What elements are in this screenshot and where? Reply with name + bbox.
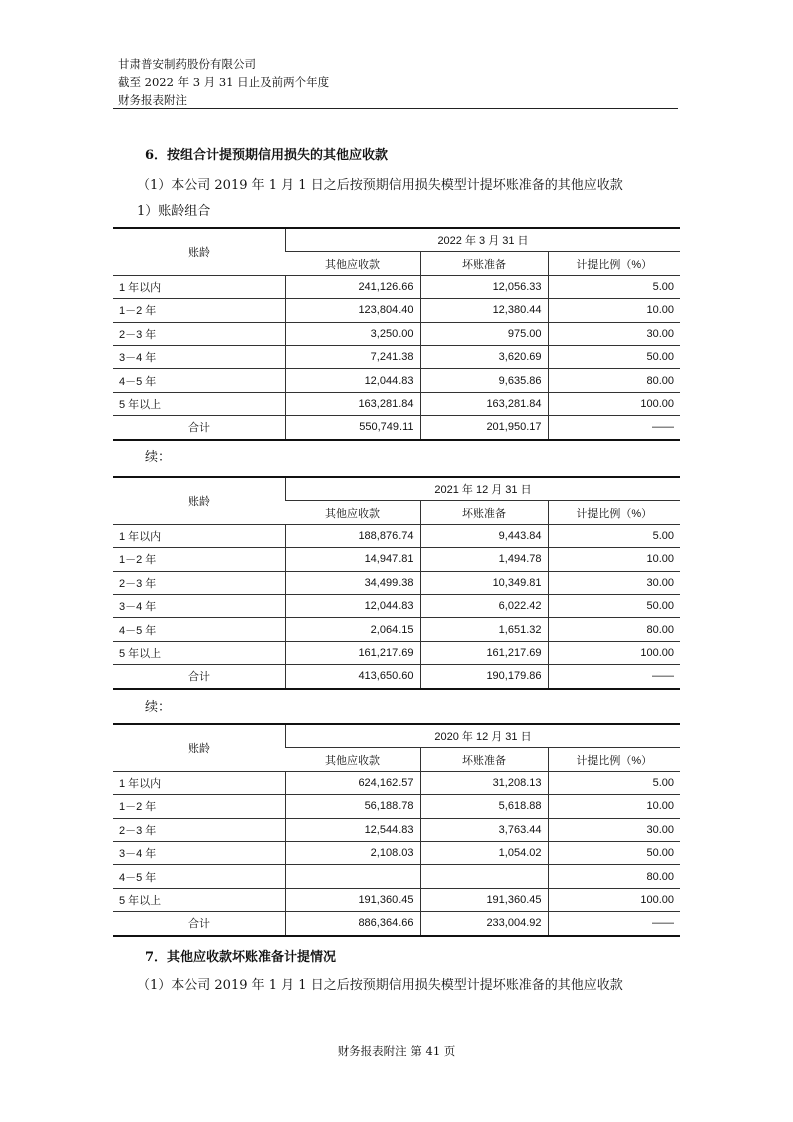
table-row xyxy=(113,345,680,368)
receivable-cell: 550,749.11 xyxy=(286,416,421,440)
receivable-cell: 2,064.15 xyxy=(286,618,421,641)
ratio-cell: 100.00 xyxy=(548,641,680,664)
receivable-cell: 12,544.83 xyxy=(286,818,421,841)
table-row xyxy=(113,594,680,617)
receivable-cell: 123,804.40 xyxy=(286,299,421,322)
table-header-row xyxy=(113,228,680,252)
header-divider xyxy=(113,108,678,109)
ratio-cell: —— xyxy=(548,665,680,689)
col-header-receivable: 其他应收款 xyxy=(286,501,421,524)
allowance-cell: 201,950.17 xyxy=(420,416,548,440)
section7-sub1: （1）本公司 2019 年 1 月 1 日之后按预期信用损失模型计提坏账准备的其他应收款 xyxy=(137,978,623,993)
doc-title: 财务报表附注 xyxy=(118,93,187,107)
page-header xyxy=(118,55,329,109)
receivable-cell: 624,162.57 xyxy=(286,771,421,794)
allowance-cell: 6,022.42 xyxy=(420,594,548,617)
col-header-allowance: 坏账准备 xyxy=(420,748,548,771)
ratio-cell: 5.00 xyxy=(548,524,680,547)
age-cell: 3－4 年 xyxy=(113,345,286,368)
col-header-ratio: 计提比例（%） xyxy=(548,252,680,275)
age-cell: 1－2 年 xyxy=(113,795,286,818)
age-cell: 1－2 年 xyxy=(113,548,286,571)
allowance-cell: 10,349.81 xyxy=(420,571,548,594)
section6-sub2: 1）账龄组合 xyxy=(137,204,211,219)
receivable-cell: 163,281.84 xyxy=(286,392,421,415)
age-cell: 4－5 年 xyxy=(113,369,286,392)
aging-table xyxy=(113,723,680,937)
table-row xyxy=(113,548,680,571)
table-date: 2020 年 12 月 31 日 xyxy=(286,724,681,748)
table-date: 2022 年 3 月 31 日 xyxy=(286,228,681,252)
ratio-cell: —— xyxy=(548,416,680,440)
allowance-cell: 12,380.44 xyxy=(420,299,548,322)
age-cell: 合计 xyxy=(113,416,286,440)
receivable-cell: 7,241.38 xyxy=(286,345,421,368)
ratio-cell: 5.00 xyxy=(548,771,680,794)
company-name: 甘肃普安制药股份有限公司 xyxy=(118,57,256,71)
table-row xyxy=(113,618,680,641)
col-header-allowance: 坏账准备 xyxy=(420,501,548,524)
age-cell: 5 年以上 xyxy=(113,641,286,664)
receivable-cell: 12,044.83 xyxy=(286,369,421,392)
section6-sub1: （1）本公司 2019 年 1 月 1 日之后按预期信用损失模型计提坏账准备的其他应收款 xyxy=(137,178,623,193)
total-row xyxy=(113,416,680,440)
allowance-cell: 1,054.02 xyxy=(420,841,548,864)
allowance-cell: 12,056.33 xyxy=(420,275,548,298)
col-header-age: 账龄 xyxy=(188,246,210,259)
allowance-cell: 163,281.84 xyxy=(420,392,548,415)
receivable-cell: 413,650.60 xyxy=(286,665,421,689)
allowance-cell: 9,443.84 xyxy=(420,524,548,547)
table-row xyxy=(113,888,680,911)
table-row xyxy=(113,818,680,841)
receivable-cell: 56,188.78 xyxy=(286,795,421,818)
allowance-cell: 5,618.88 xyxy=(420,795,548,818)
table-row xyxy=(113,841,680,864)
table-row xyxy=(113,524,680,547)
receivable-cell: 34,499.38 xyxy=(286,571,421,594)
age-cell: 4－5 年 xyxy=(113,865,286,888)
receivable-cell: 12,044.83 xyxy=(286,594,421,617)
receivable-cell: 241,126.66 xyxy=(286,275,421,298)
table-row xyxy=(113,322,680,345)
allowance-cell: 9,635.86 xyxy=(420,369,548,392)
ratio-cell: 80.00 xyxy=(548,369,680,392)
ratio-cell: —— xyxy=(548,912,680,936)
receivable-cell: 2,108.03 xyxy=(286,841,421,864)
table-row xyxy=(113,392,680,415)
col-header-receivable: 其他应收款 xyxy=(286,748,421,771)
age-cell: 1－2 年 xyxy=(113,299,286,322)
ratio-cell: 10.00 xyxy=(548,795,680,818)
receivable-cell: 161,217.69 xyxy=(286,641,421,664)
age-cell: 3－4 年 xyxy=(113,841,286,864)
table-header-row xyxy=(113,724,680,748)
age-cell: 2－3 年 xyxy=(113,322,286,345)
table-row xyxy=(113,795,680,818)
age-cell: 合计 xyxy=(113,665,286,689)
allowance-cell xyxy=(420,865,548,888)
table-header-row xyxy=(113,477,680,501)
receivable-cell: 14,947.81 xyxy=(286,548,421,571)
age-cell: 5 年以上 xyxy=(113,888,286,911)
age-cell: 3－4 年 xyxy=(113,594,286,617)
receivable-cell xyxy=(286,865,421,888)
allowance-cell: 1,651.32 xyxy=(420,618,548,641)
age-cell: 2－3 年 xyxy=(113,818,286,841)
receivable-cell: 191,360.45 xyxy=(286,888,421,911)
ratio-cell: 5.00 xyxy=(548,275,680,298)
col-header-ratio: 计提比例（%） xyxy=(548,501,680,524)
age-cell: 2－3 年 xyxy=(113,571,286,594)
ratio-cell: 100.00 xyxy=(548,888,680,911)
receivable-cell: 886,364.66 xyxy=(286,912,421,936)
ratio-cell: 80.00 xyxy=(548,618,680,641)
table-row xyxy=(113,571,680,594)
section6-title: 6．按组合计提预期信用损失的其他应收款 xyxy=(145,148,389,163)
ratio-cell: 10.00 xyxy=(548,299,680,322)
age-cell: 1 年以内 xyxy=(113,275,286,298)
allowance-cell: 190,179.86 xyxy=(420,665,548,689)
table-row xyxy=(113,771,680,794)
table-date: 2021 年 12 月 31 日 xyxy=(286,477,681,501)
ratio-cell: 50.00 xyxy=(548,594,680,617)
ratio-cell: 30.00 xyxy=(548,322,680,345)
allowance-cell: 3,763.44 xyxy=(420,818,548,841)
section7-title: 7．其他应收款坏账准备计提情况 xyxy=(145,950,337,965)
ratio-cell: 30.00 xyxy=(548,818,680,841)
receivable-cell: 3,250.00 xyxy=(286,322,421,345)
allowance-cell: 975.00 xyxy=(420,322,548,345)
allowance-cell: 1,494.78 xyxy=(420,548,548,571)
table-row xyxy=(113,865,680,888)
allowance-cell: 161,217.69 xyxy=(420,641,548,664)
ratio-cell: 50.00 xyxy=(548,345,680,368)
table-row xyxy=(113,299,680,322)
allowance-cell: 233,004.92 xyxy=(420,912,548,936)
ratio-cell: 50.00 xyxy=(548,841,680,864)
ratio-cell: 100.00 xyxy=(548,392,680,415)
ratio-cell: 30.00 xyxy=(548,571,680,594)
allowance-cell: 31,208.13 xyxy=(420,771,548,794)
age-cell: 1 年以内 xyxy=(113,771,286,794)
receivable-cell: 188,876.74 xyxy=(286,524,421,547)
col-header-allowance: 坏账准备 xyxy=(420,252,548,275)
report-period: 截至 2022 年 3 月 31 日止及前两个年度 xyxy=(118,75,330,89)
allowance-cell: 191,360.45 xyxy=(420,888,548,911)
col-header-ratio: 计提比例（%） xyxy=(548,748,680,771)
ratio-cell: 10.00 xyxy=(548,548,680,571)
total-row xyxy=(113,912,680,936)
table-row xyxy=(113,369,680,392)
table-row xyxy=(113,641,680,664)
age-cell: 4－5 年 xyxy=(113,618,286,641)
continued-label: 续： xyxy=(145,450,172,465)
table-row xyxy=(113,275,680,298)
allowance-cell: 3,620.69 xyxy=(420,345,548,368)
total-row xyxy=(113,665,680,689)
aging-table xyxy=(113,227,680,441)
ratio-cell: 80.00 xyxy=(548,865,680,888)
age-cell: 5 年以上 xyxy=(113,392,286,415)
age-cell: 1 年以内 xyxy=(113,524,286,547)
page-footer: 财务报表附注 第 41 页 xyxy=(337,1044,456,1058)
col-header-age: 账龄 xyxy=(188,742,210,755)
age-cell: 合计 xyxy=(113,912,286,936)
col-header-age: 账龄 xyxy=(188,495,210,508)
col-header-receivable: 其他应收款 xyxy=(286,252,421,275)
aging-table xyxy=(113,476,680,690)
continued-label: 续： xyxy=(145,700,172,715)
